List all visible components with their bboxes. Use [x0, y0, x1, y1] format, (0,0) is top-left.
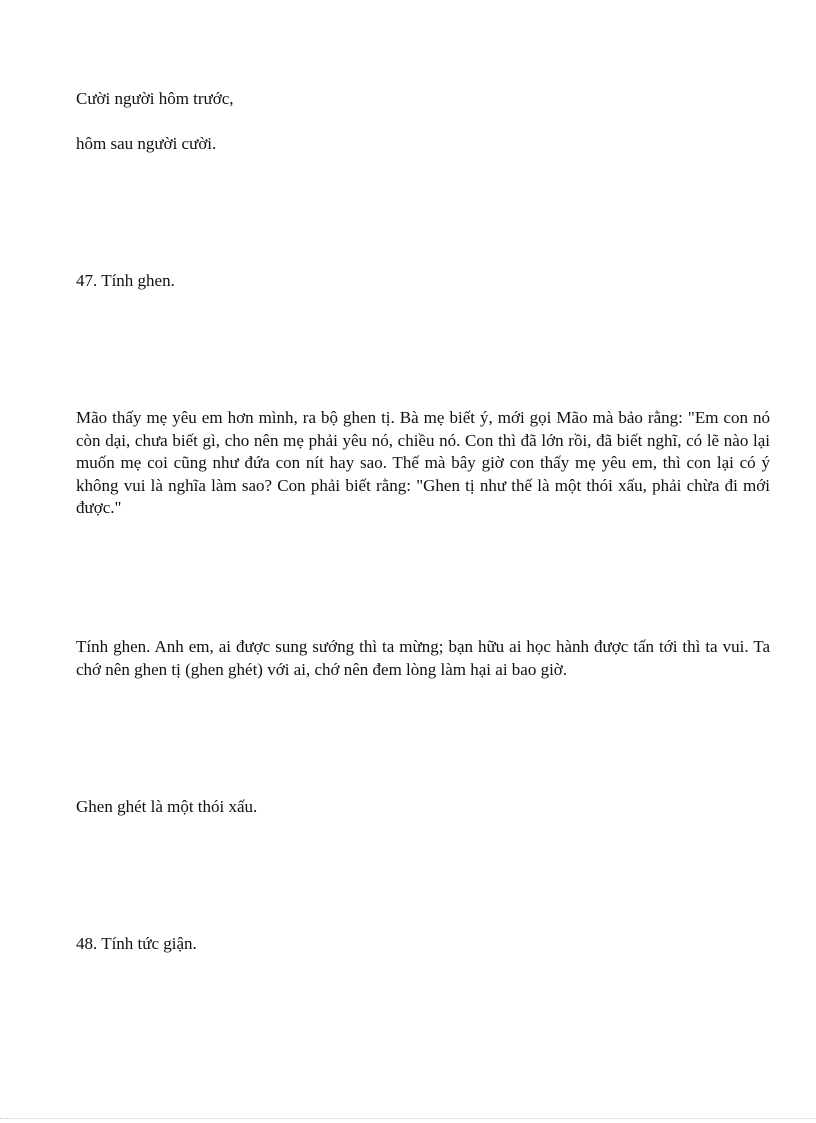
story-paragraph: Mão thấy mẹ yêu em hơn mình, ra bộ ghen tị. Bà mẹ biết ý, mới gọi Mão mà bảo rằng: "Em con nó còn dại, chưa biết gì, cho nên mẹ phải yêu nó, chiều nó. Con thì đã lớn rồi, đã biết nghĩ, có lẽ nào lại muốn mẹ coi cũng như đứa con nít hay sao. Thế mà bây giờ con thấy mẹ yêu em, thì con lại có ý không vui là nghĩa làm sao? Con phải biết rằng: "Ghen tị như thế là một thói xấu, phải chừa đi mới được." — [76, 408, 770, 517]
lesson-paragraph: Tính ghen. Anh em, ai được sung sướng thì ta mừng; bạn hữu ai học hành được tấn tới thì ta vui. Ta chớ nên ghen tị (ghen ghét) với ai, chớ nên đem lòng làm hại ai bao giờ. — [76, 637, 770, 679]
maxim-text: Ghen ghét là một thói xấu. — [76, 797, 258, 816]
poem-line-1: Cười người hôm trước, — [76, 89, 234, 108]
page-bottom-divider — [0, 1118, 816, 1119]
poem-line-2: hôm sau người cười. — [76, 134, 217, 153]
section-heading-47: 47. Tính ghen. — [76, 271, 175, 290]
section-heading-48: 48. Tính tức giận. — [76, 934, 197, 953]
